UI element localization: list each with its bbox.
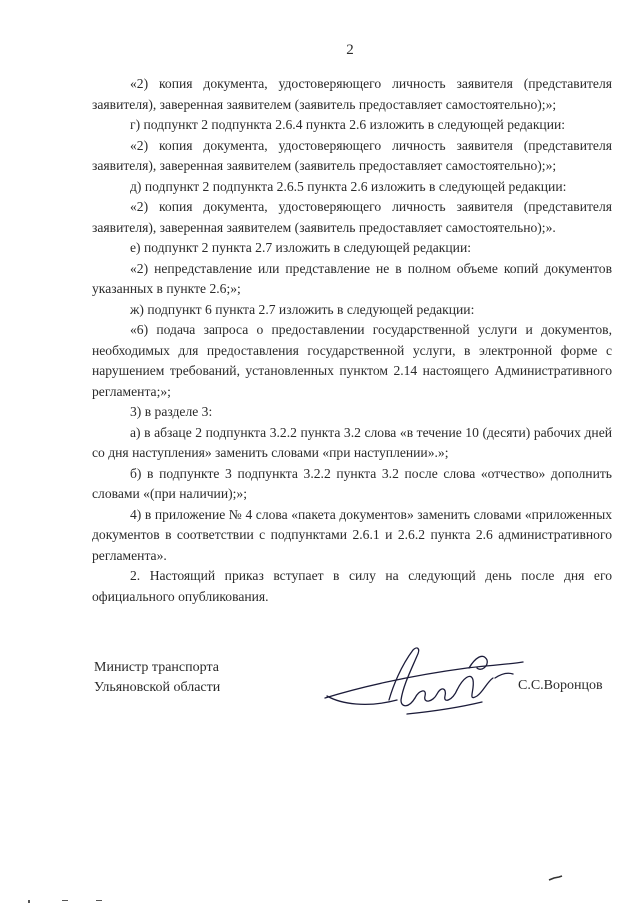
paragraph: «6) подача запроса о предоставлении государственной услуги и документов, необходимых для предоставления государственной услуги, в электронной форме с нарушением требований, установленных пунктом 2.14 настоящего Административного регламента;»;: [92, 322, 612, 399]
scan-mark: [548, 874, 564, 882]
signer-position-line: Ульяновской области: [94, 680, 221, 695]
paragraph: «2) копия документа, удостоверяющего личность заявителя (представителя заявителя), заверенная заявителем (заявитель предоставляет самостоятельно);»;: [92, 76, 612, 112]
paragraph: г) подпункт 2 подпункта 2.6.4 пункта 2.6 изложить в следующей редакции:: [130, 117, 566, 132]
paragraph: е) подпункт 2 пункта 2.7 изложить в следующей редакции:: [130, 240, 471, 255]
signer-position: [94, 658, 220, 698]
edge-mark: [96, 900, 102, 901]
signature-block: [92, 656, 612, 736]
paragraph: ж) подпункт 6 пункта 2.7 изложить в следующей редакции:: [130, 301, 475, 317]
edge-mark: [62, 900, 68, 901]
paragraph: 4) в приложение № 4 слова «пакета документов» заменить словами «приложенных документов в соответствии с подпунктами 2.6.1 и 2.6.2 пункта 2.6 административного регламента».: [92, 506, 612, 563]
paragraph: д) подпункт 2 подпункта 2.6.5 пункта 2.6 изложить в следующей редакции:: [130, 178, 567, 194]
paragraph: «2) копия документа, удостоверяющего личность заявителя (представителя заявителя), заверенная заявителем (заявитель предоставляет самостоятельно);»;: [92, 137, 612, 173]
paragraph: «2) непредставление или представление не в полном объеме копий документов указанных в пункте 2.6;»;: [92, 260, 612, 296]
handwritten-signature: [317, 638, 527, 726]
document-body: [92, 74, 612, 607]
paragraph: 2. Настоящий приказ вступает в силу на следующий день после дня его официального опубликования.: [92, 568, 612, 604]
paragraph: а) в абзаце 2 подпункта 3.2.2 пункта 3.2 слова «в течение 10 (десяти) рабочих дней со дня наступления» заменить словами «при наступлении».»;: [92, 424, 612, 460]
signer-position-line: Министр транспорта: [94, 660, 219, 675]
paragraph: «2) копия документа, удостоверяющего личность заявителя (представителя заявителя), заверенная заявителем (заявитель предоставляет самостоятельно);».: [92, 199, 612, 235]
paragraph: 3) в разделе 3:: [130, 404, 213, 419]
edge-mark: [28, 900, 30, 903]
paragraph: б) в подпункте 3 подпункта 3.2.2 пункта 3.2 после слова «отчество» дополнить словами «(при наличии);»;: [92, 465, 612, 501]
signer-name: С.С.Воронцов: [518, 678, 603, 693]
page-number: 2: [346, 42, 354, 58]
